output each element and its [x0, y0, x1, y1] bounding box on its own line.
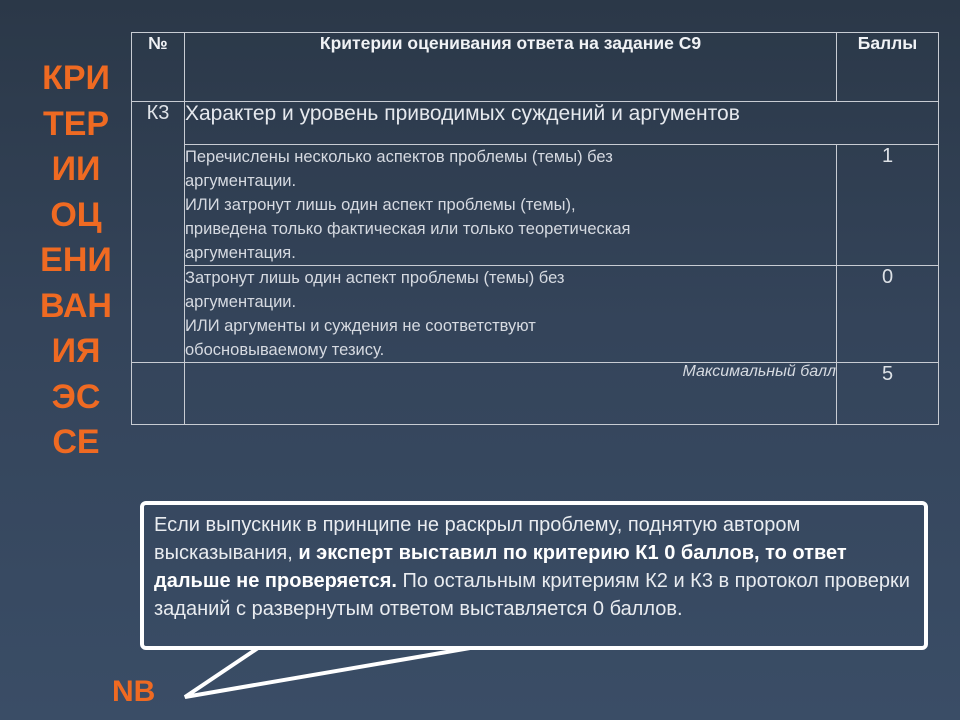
criterion-line: Перечислены несколько аспектов проблемы (темы) без [185, 148, 613, 166]
header-criteria-title: Критерии оценивания ответа на задание С9 [185, 33, 837, 102]
criterion-score: 0 [837, 266, 939, 363]
header-number: № [132, 33, 185, 102]
side-title-line: ТЕР [42, 104, 110, 143]
criterion-title-row [132, 102, 939, 145]
criterion-line: приведена только фактическая или только теоретическая [185, 220, 631, 238]
criteria-table [131, 32, 939, 425]
criterion-score: 1 [837, 145, 939, 266]
criterion-line: обосновываемому тезису. [185, 341, 385, 359]
header-score: Баллы [837, 33, 939, 102]
max-score-label: Максимальный балл [185, 363, 837, 425]
side-title-line: ЕНИ [40, 241, 112, 279]
side-title-line: ВАН [40, 286, 112, 325]
criterion-title: Характер и уровень приводимых суждений и аргументов [185, 102, 939, 145]
note-bold-text: и эксперт выставил по критерию К1 0 баллов, то ответ дальше не проверяется. [154, 542, 847, 592]
table-header-row [132, 33, 939, 102]
criterion-line: Затронут лишь один аспект проблемы (темы) без [185, 269, 565, 287]
side-title-line: КРИ [42, 59, 110, 97]
side-title-line: ИЯ [51, 332, 101, 370]
side-title-line: ИИ [51, 150, 101, 188]
note-text: Если выпускник в принципе не раскрыл проблему, поднятую автором высказывания, [154, 514, 801, 564]
side-title-line: ОЦ [50, 195, 102, 234]
criterion-line: аргументации. [185, 293, 297, 311]
criterion-description [185, 266, 837, 363]
side-title-line: СЕ [52, 423, 100, 461]
max-score-value: 5 [837, 363, 939, 425]
nb-label: NB [112, 675, 156, 708]
note-box [140, 501, 928, 650]
criterion-line: ИЛИ аргументы и суждения не соответствуют [185, 317, 536, 335]
criterion-line: аргументации. [185, 172, 297, 190]
table-row [132, 266, 939, 363]
table-row [132, 145, 939, 266]
criterion-code: К3 [132, 102, 185, 363]
empty-cell [132, 363, 185, 425]
side-title-line: ЭС [51, 377, 101, 416]
max-score-row [132, 363, 939, 425]
criterion-line: аргументация. [185, 244, 296, 262]
note-text-end: По остальным критериям К2 и К3 в протокол проверки заданий с развернутым ответом выставляется 0 баллов. [154, 570, 910, 620]
criterion-line: ИЛИ затронут лишь один аспект проблемы (темы), [185, 196, 576, 214]
side-title [28, 56, 124, 466]
criterion-description [185, 145, 837, 266]
